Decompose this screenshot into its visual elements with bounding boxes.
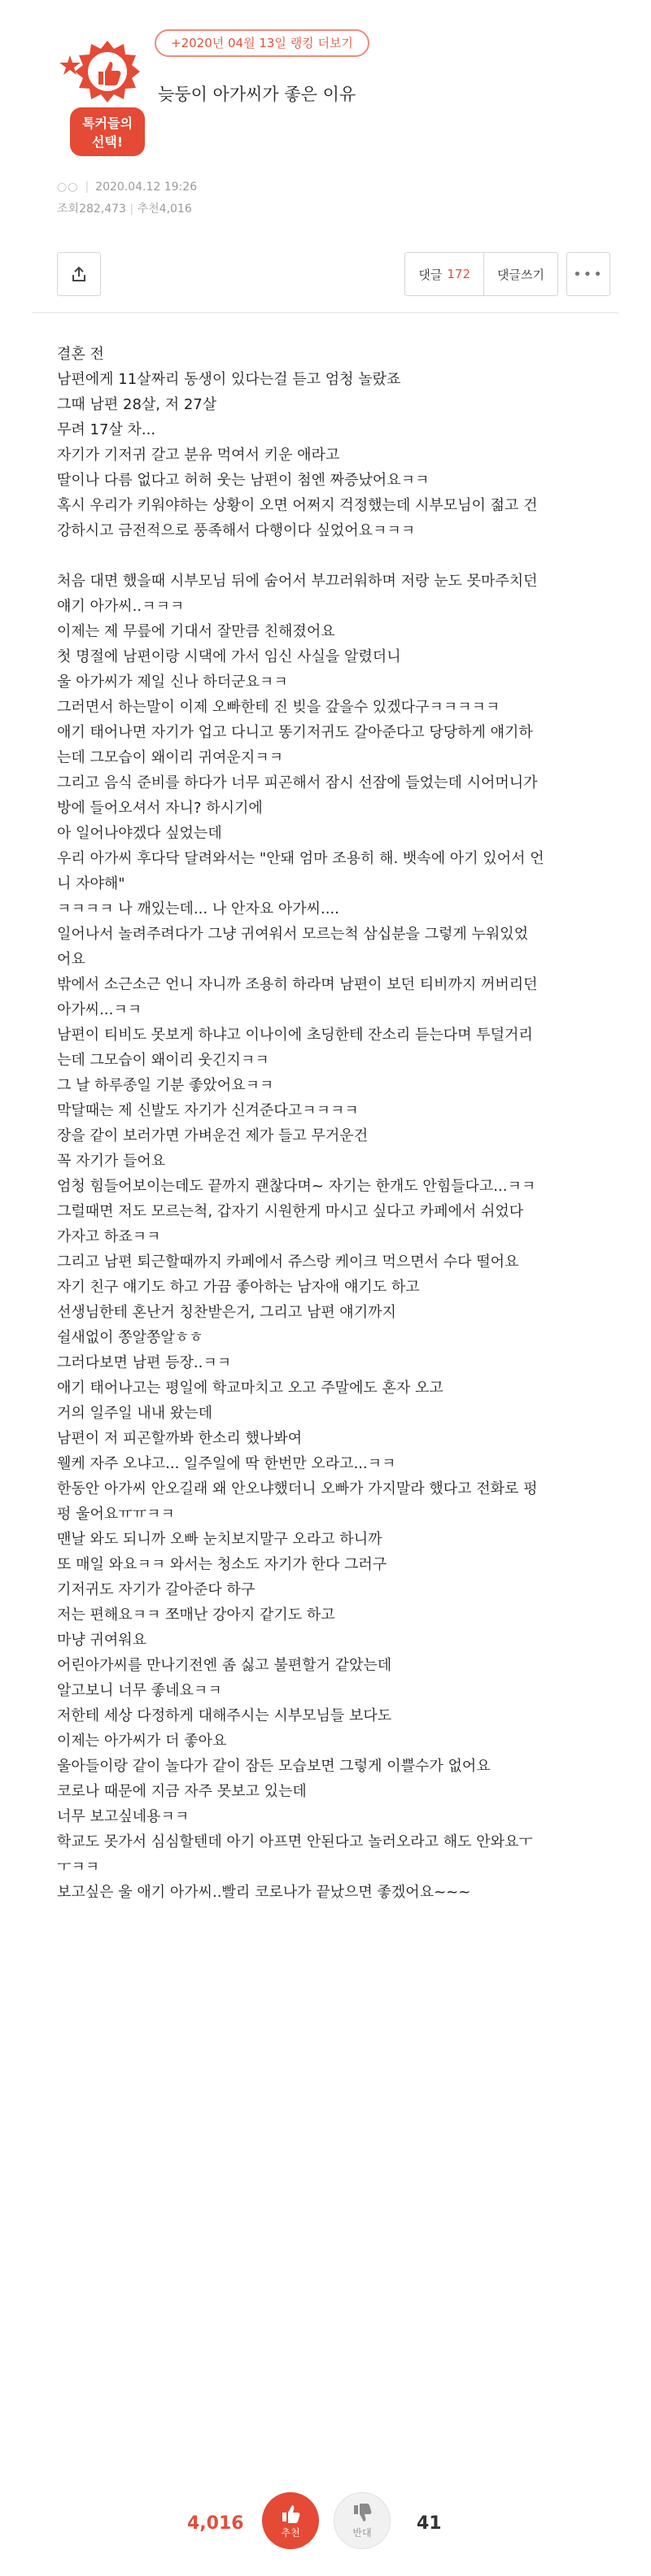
- svg-text:선택!: 선택!: [91, 134, 124, 150]
- body-line: 이제는 아가씨가 더 좋아요: [57, 1733, 227, 1750]
- write-comment-label: 댓글쓰기: [497, 267, 544, 282]
- body-line: 쉴새없이 쫑알쫑알ㅎㅎ: [57, 1329, 203, 1346]
- body-line: 일어나서 놀려주려다가 그냥 귀여워서 모르는척 삼십분을 그렇게 누워있었: [57, 926, 529, 943]
- downvote-button[interactable]: [334, 2492, 391, 2549]
- post-header: [0, 0, 651, 224]
- body-line: 코로나 때문에 지금 자주 못보고 있는데: [57, 1783, 307, 1800]
- stats-separator: |: [129, 203, 134, 216]
- body-line: 얘기 아가씨..ㅋㅋㅋ: [57, 598, 185, 615]
- more-icon: •••: [573, 265, 604, 283]
- views-count: 282,473: [79, 203, 126, 216]
- body-line: ㅋㅋㅋㅋ 나 깨있는데... 나 안자요 아가씨....: [57, 900, 339, 918]
- body-line: 이제는 제 무릎에 기대서 잘만큼 친해졌어요: [57, 623, 335, 640]
- comments-count: 172: [447, 267, 471, 281]
- body-line: 애기 태어나면 자기가 업고 다니고 똥기저귀도 갈아준다고 당당하게 얘기하: [57, 724, 533, 741]
- upvote-label: 추천: [281, 2526, 300, 2539]
- body-line: 는데 그모습이 왜이리 웃긴지ㅋㅋ: [57, 1052, 269, 1069]
- body-line: 어린아가씨를 만나기전엔 좀 싫고 불편할거 같았는데: [57, 1657, 392, 1674]
- body-line: 그러다보면 남편 등장..ㅋㅋ: [57, 1354, 232, 1371]
- header-divider: [33, 312, 618, 313]
- body-line: 엄청 힘들어보이는데도 끝까지 괜찮다며~ 자기는 한개도 안힘들다고...ㅋㅋ: [57, 1178, 536, 1195]
- body-line: 딸이나 다름 없다고 허허 웃는 남편이 첨엔 짜증났어요ㅋㅋ: [57, 472, 430, 489]
- body-line: 학교도 못가서 심심할텐데 아기 아프면 안된다고 놀러오라고 해도 안와요ㅜ: [57, 1833, 533, 1850]
- body-line: 또 매일 와요ㅋㅋ 와서는 청소도 자기가 한다 그러구: [57, 1556, 387, 1573]
- author-name[interactable]: ○○: [57, 181, 79, 194]
- page-title: 늦둥이 아가씨가 좋은 이유: [158, 85, 356, 104]
- body-line: 첫 명절에 남편이랑 시댁에 가서 임신 사실을 알렸더니: [57, 648, 401, 665]
- post-body: [57, 342, 618, 1905]
- body-line: 웰케 자주 오냐고... 일주일에 딱 한번만 오라고...ㅋㅋ: [57, 1455, 396, 1472]
- body-line: 기저귀도 자기가 갈아준다 하구: [57, 1581, 256, 1598]
- body-line: 울 아가씨가 제일 신나 하더군요ㅋㅋ: [57, 673, 288, 691]
- meta-separator: |: [85, 181, 90, 194]
- body-line: 보고싶은 울 애기 아가씨..빨리 코로나가 끝났으면 좋겠어요~~~: [57, 1884, 471, 1901]
- body-line: 그리고 음식 준비를 하다가 너무 피곤해서 잠시 선잠에 들었는데 시어머니가: [57, 774, 538, 791]
- body-line: 강하시고 금전적으로 풍족해서 다행이다 싶었어요ㅋㅋㅋ: [57, 522, 416, 539]
- blank-line: [57, 543, 618, 569]
- post-date: 2020.04.12 19:26: [95, 181, 198, 194]
- thumbs-down-icon: [352, 2503, 373, 2524]
- toker-choice-badge-icon: [59, 33, 156, 163]
- body-line: 혹시 우리가 키워야하는 상황이 오면 어쩌지 걱정했는데 시부모님이 젊고 건: [57, 497, 538, 514]
- more-options-button[interactable]: [566, 252, 610, 296]
- body-line: 아가씨...ㅋㅋ: [57, 1001, 142, 1018]
- downvote-label: 반대: [352, 2526, 372, 2539]
- body-line: 애기 태어나고는 평일에 학교마치고 오고 주말에도 혼자 오고: [57, 1380, 443, 1397]
- recommend-label: 추천: [137, 203, 159, 216]
- body-line: 밖에서 소근소근 언니 자니까 조용히 하라며 남편이 보던 티비까지 꺼버리던: [57, 976, 538, 993]
- body-line: 막달때는 제 신발도 자기가 신겨준다고ㅋㅋㅋㅋ: [57, 1102, 359, 1119]
- vote-area: [0, 2473, 651, 2554]
- body-line: 무려 17살 차...: [57, 421, 156, 438]
- views-label: 조회: [57, 203, 80, 216]
- body-line: 아 일어나야겠다 싶었는데: [57, 825, 222, 842]
- share-button[interactable]: [57, 252, 101, 296]
- body-line: 남편에게 11살짜리 동생이 있다는걸 듣고 엄청 놀랐죠: [57, 371, 401, 388]
- body-line: 선생님한테 혼난거 칭찬받은거, 그리고 남편 얘기까지: [57, 1304, 396, 1321]
- post-toolbar: [57, 252, 610, 296]
- body-line: 자기 친구 얘기도 하고 가끔 좋아하는 남자애 얘기도 하고: [57, 1279, 420, 1296]
- comments-label: 댓글: [418, 267, 443, 282]
- body-line: 맨날 와도 되니까 오빠 눈치보지말구 오라고 하니까: [57, 1531, 382, 1548]
- body-line: 꼭 자기가 들어요: [57, 1153, 166, 1170]
- body-line: 거의 일주일 내내 왔는데: [57, 1405, 213, 1422]
- body-line: 남편이 티비도 못보게 하냐고 이나이에 초딩한테 잔소리 듣는다며 투덜거리: [57, 1026, 533, 1044]
- recommend-count: 4,016: [159, 203, 192, 216]
- body-line: 울아들이랑 같이 놀다가 같이 잠든 모습보면 그렇게 이쁠수가 없어요: [57, 1758, 491, 1775]
- body-line: 그럴때면 저도 모르는척, 갑자기 시원한게 마시고 싶다고 카페에서 쉬었다: [57, 1203, 524, 1220]
- toolbar-right-group: [404, 252, 610, 296]
- body-line: 그 날 하루종일 기분 좋았어요ㅋㅋ: [57, 1077, 274, 1094]
- body-line: ㅜㅋㅋ: [57, 1859, 100, 1876]
- body-line: 저한테 세상 다정하게 대해주시는 시부모님들 보다도: [57, 1707, 392, 1724]
- body-line: 마냥 귀여워요: [57, 1632, 147, 1649]
- svg-text:톡커들의: 톡커들의: [82, 116, 133, 131]
- body-line: 니 자야해": [57, 875, 125, 892]
- body-line: 우리 아가씨 후다닥 달려와서는 "안돼 엄마 조용히 해. 뱃속에 아기 있어서 언: [57, 850, 544, 867]
- body-line: 는데 그모습이 왜이리 귀여운지ㅋㅋ: [57, 749, 283, 766]
- body-line: 저는 편해요ㅋㅋ 쪼매난 강아지 같기도 하고: [57, 1606, 335, 1624]
- post-stats: [57, 200, 192, 216]
- comments-button[interactable]: [404, 252, 484, 296]
- body-line: 한동안 아가씨 안오길래 왜 안오냐했더니 오빠가 가지말라 했다고 전화로 펑: [57, 1480, 538, 1497]
- body-line: 그리고 남편 퇴근할때까지 카페에서 쥬스랑 케이크 먹으면서 수다 떨어요: [57, 1253, 519, 1271]
- body-line: 자기가 기저귀 갈고 분유 먹여서 키운 애라고: [57, 447, 340, 464]
- body-line: 결혼 전: [57, 346, 104, 363]
- thumbs-up-icon: [280, 2503, 301, 2524]
- post-meta: [57, 181, 197, 194]
- body-line: 장을 같이 보러가면 가벼운건 제가 들고 무거운건: [57, 1127, 369, 1144]
- downvote-count: 41: [417, 2513, 442, 2534]
- upvote-count: 4,016: [187, 2513, 244, 2534]
- write-comment-button[interactable]: [484, 252, 558, 296]
- body-line: 남편이 저 피곤할까봐 한소리 했나봐여: [57, 1430, 303, 1447]
- ranking-more-link[interactable]: +2020년 04월 13일 랭킹 더보기: [155, 29, 369, 57]
- body-line: 알고보니 너무 좋네요ㅋㅋ: [57, 1682, 222, 1699]
- body-line: 너무 보고싶네용ㅋㅋ: [57, 1808, 190, 1825]
- body-line: 그때 남편 28살, 저 27살: [57, 396, 217, 413]
- body-line: 어요: [57, 951, 85, 968]
- body-line: 방에 들어오셔서 자니? 하시기에: [57, 800, 263, 817]
- body-line: 가자고 하죠ㅋㅋ: [57, 1228, 161, 1245]
- body-line: 펑 울어요ㅠㅠㅋㅋ: [57, 1506, 175, 1523]
- body-line: 그러면서 하는말이 이제 오빠한테 진 빚을 갚을수 있겠다구ㅋㅋㅋㅋㅋ: [57, 699, 500, 716]
- share-icon: [70, 265, 88, 283]
- upvote-button[interactable]: [262, 2492, 319, 2549]
- body-line: 처음 대면 했을때 시부모님 뒤에 숨어서 부끄러워하며 저랑 눈도 못마주치던: [57, 573, 538, 590]
